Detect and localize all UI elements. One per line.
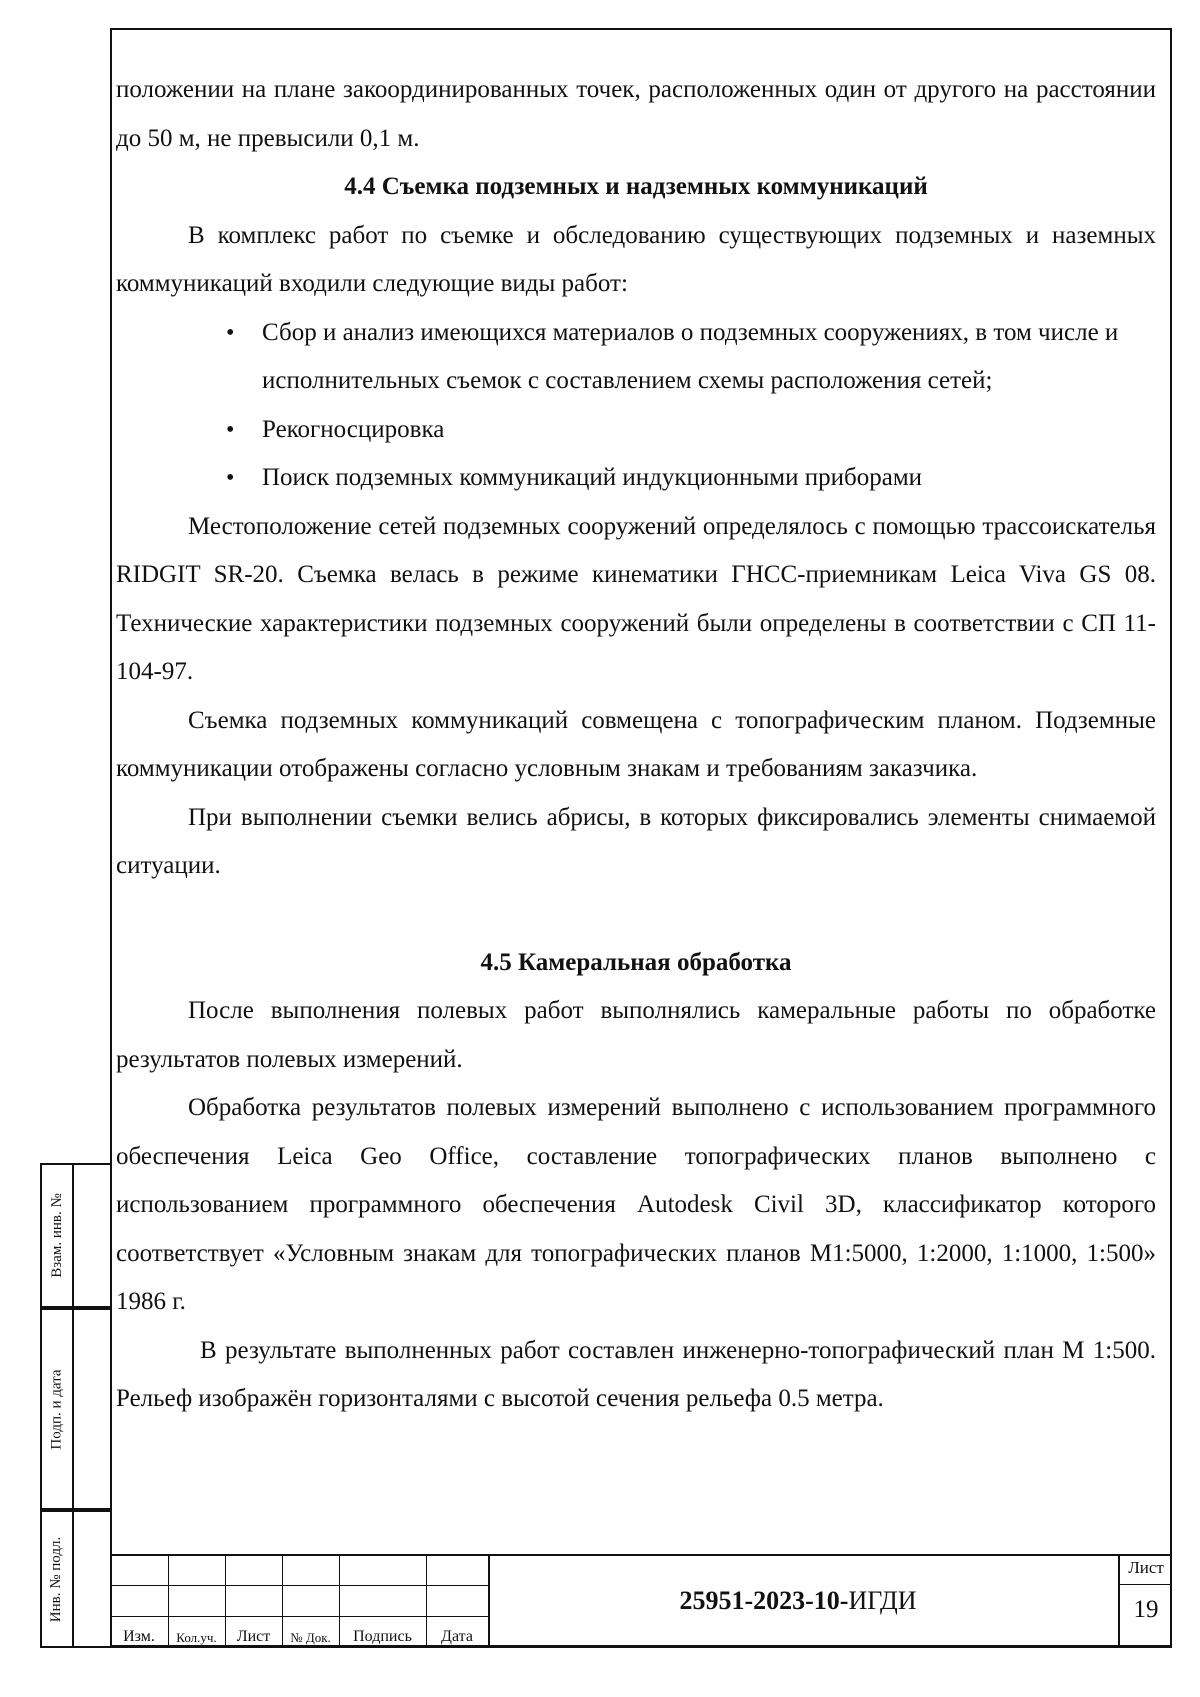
bullet-list (116, 309, 1156, 503)
paragraph: Местоположение сетей подземных сооружений определялось с помощью трассоискателья RIDGIT SR-20. Съемка велась в режиме кинематики ГНСС-приемникам Leica Viva GS 08. Технические характеристики подземных сооружений были определены в соответствии с СП 11-104-97. (116, 512, 1156, 685)
header-no-dok: № Док. (290, 1630, 331, 1645)
document-body (116, 66, 1156, 1424)
side-stamp-inv (40, 1510, 110, 1648)
section-heading-4-5: 4.5 Камеральная обработка (480, 948, 792, 976)
sheet-number: 19 (1133, 1596, 1159, 1623)
side-stamp-vzam (40, 1163, 110, 1308)
document-code (488, 1554, 1108, 1648)
side-label: Инв. № подл. (48, 1536, 65, 1622)
title-block (110, 1554, 1172, 1648)
paragraph: При выполнении съемки велись абрисы, в которых фиксировались элементы снимаемой ситуации. (116, 803, 1156, 879)
list-item: • Поиск подземных коммуникаций индукционными приборами (226, 454, 1156, 503)
document-code-number: 25951-2023-10- (679, 1586, 849, 1615)
side-label: Взам. инв. № (48, 1193, 65, 1278)
paragraph: Обработка результатов полевых измерений выполнено с использованием программного обеспечения Leica Geo Office, составление топографических планов выполнено с использованием программного обеспечения Autodesk Civil 3D, классификатор которого соответствует «Условным знакам для топографических планов М1:5000, 1:2000, 1:1000, 1:500» 1986 г. (116, 1094, 1156, 1315)
paragraph: После выполнения полевых работ выполнялись камеральные работы по обработке результатов полевых измерений. (116, 997, 1156, 1073)
sheet-box (1118, 1554, 1172, 1648)
document-code-suffix: ИГДИ (848, 1586, 917, 1615)
list-item: • Рекогносцировка (226, 406, 1156, 455)
list-item: • Сбор и анализ имеющихся материалов о подземных сооружениях, в том числе и исполнительных съемок с составлением схемы расположения сетей; (226, 309, 1156, 406)
header-list: Лист (236, 1628, 271, 1645)
section-heading-4-4: 4.4 Съемка подземных и надземных коммуникаций (344, 173, 928, 200)
paragraph: В комплекс работ по съемке и обследованию существующих подземных и наземных коммуникаций входили следующие виды работ: (116, 221, 1156, 297)
paragraph: В результате выполненных работ составлен инженерно-топографический план М 1:500. Рельеф изображён горизонталями с высотой сечения рельефа 0.5 метра. (116, 1336, 1156, 1412)
header-kol-uch: Кол.уч. (176, 1630, 217, 1645)
revision-grid (110, 1554, 490, 1648)
sheet-label: Лист (1128, 1558, 1164, 1577)
header-podpis: Подпись (353, 1628, 412, 1645)
side-label: Подп. и дата (48, 1368, 65, 1450)
header-izm: Изм. (123, 1628, 155, 1645)
paragraph: Съемка подземных коммуникаций совмещена с топографическим планом. Подземные коммуникации отображены согласно условным знакам и требованиям заказчика. (116, 706, 1156, 782)
paragraph: положении на плане закоординированных точек, расположенных один от другого на расстоянии до 50 м, не превысили 0,1 м. (116, 76, 1156, 152)
header-data: Дата (441, 1628, 473, 1645)
side-stamp-podp (40, 1308, 110, 1510)
